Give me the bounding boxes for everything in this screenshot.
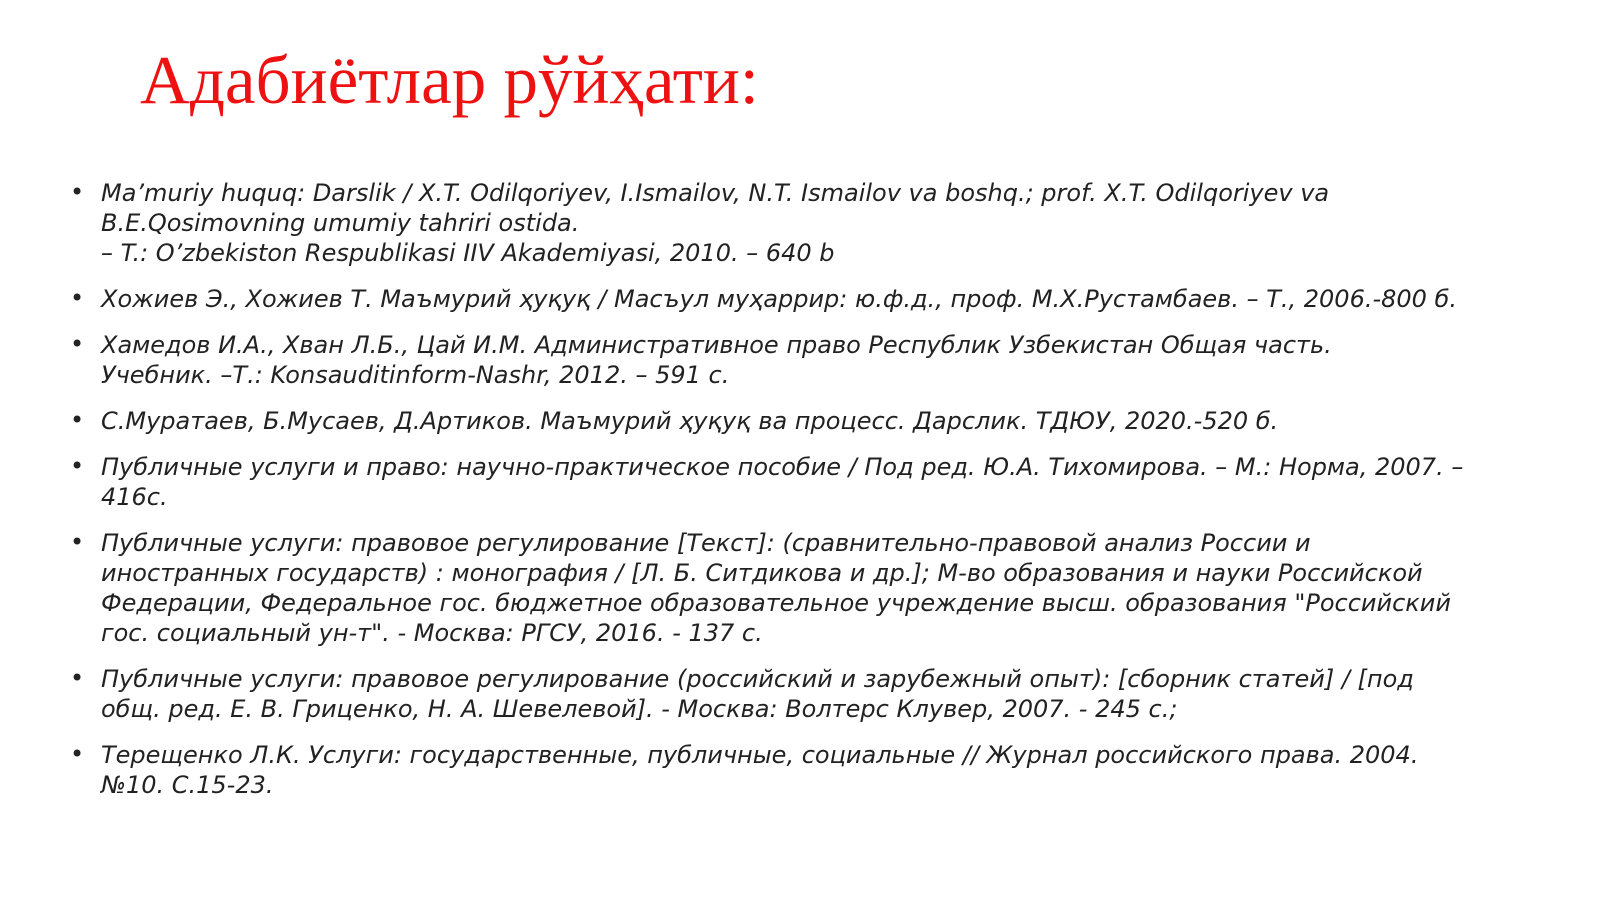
reference-item	[70, 664, 1565, 724]
reference-line: Публичные услуги: правовое регулирование [Текст]: (сравнительно-правовой анализ России и	[101, 529, 1311, 557]
reference-line: Федерации, Федеральное гос. бюджетное образовательное учреждение высш. образования "Российский	[101, 589, 1451, 617]
reference-line: Публичные услуги и право: научно-практическое пособие / Под ред. Ю.А. Тихомирова. – М.: Норма, 2007. –	[101, 453, 1464, 481]
reference-line: иностранных государств) : монография / [Л. Б. Ситдикова и др.]; М-во образования и науки Российской	[101, 559, 1423, 587]
reference-item	[70, 330, 1565, 390]
reference-line: Хожиев Э., Хожиев Т. Маъмурий ҳуқуқ / Масъул муҳаррир: ю.ф.д., проф. М.Х.Рустамбаев. – Т., 2006.-800 б.	[101, 285, 1457, 313]
reference-item	[70, 452, 1565, 512]
reference-item	[70, 406, 1565, 436]
reference-item	[70, 740, 1565, 800]
reference-line: 416с.	[101, 483, 168, 511]
reference-list	[70, 178, 1565, 816]
bullet-icon: •	[70, 740, 85, 768]
bullet-icon: •	[70, 452, 85, 480]
reference-line: С.Муратаев, Б.Мусаев, Д.Артиков. Маъмурий ҳуқуқ ва процесс. Дарслик. ТДЮУ, 2020.-520 б.	[101, 407, 1279, 435]
reference-item	[70, 178, 1565, 268]
reference-line: Публичные услуги: правовое регулирование (российский и зарубежный опыт): [сборник статей] / [под	[101, 665, 1414, 693]
reference-line: Хамедов И.А., Хван Л.Б., Цай И.М. Административное право Республик Узбекистан Общая часть.	[101, 331, 1332, 359]
bullet-icon: •	[70, 284, 85, 312]
reference-line: B.E.Qosimovning umumiy tahriri ostida.	[101, 209, 580, 237]
reference-line: Терещенко Л.К. Услуги: государственные, публичные, социальные // Журнал российского права. 2004.	[101, 741, 1419, 769]
bullet-icon: •	[70, 528, 85, 556]
bullet-icon: •	[70, 406, 85, 434]
reference-line: – T.: O’zbekiston Respublikasi IIV Akademiyasi, 2010. – 640 b	[101, 239, 835, 267]
bullet-icon: •	[70, 664, 85, 692]
reference-item	[70, 284, 1565, 314]
reference-line: общ. ред. Е. В. Гриценко, Н. А. Шевелевой]. - Москва: Волтерс Клувер, 2007. - 245 с.;	[101, 695, 1178, 723]
bullet-icon: •	[70, 330, 85, 358]
reference-line: гос. социальный ун-т". - Москва: РГСУ, 2016. - 137 с.	[101, 619, 763, 647]
slide-title: Адабиётлар рўйҳати:	[140, 42, 759, 118]
reference-line: Учебник. –Т.: Konsauditinform-Nashr, 2012. – 591 с.	[101, 361, 730, 389]
reference-item	[70, 528, 1565, 648]
bullet-icon: •	[70, 178, 85, 206]
reference-line: Ma’muriy huquq: Darslik / X.T. Odilqoriyev, I.Ismailov, N.T. Ismailov va boshq.; prof. X.T. Odilqoriyev va	[101, 179, 1330, 207]
reference-line: №10. С.15-23.	[101, 771, 274, 799]
